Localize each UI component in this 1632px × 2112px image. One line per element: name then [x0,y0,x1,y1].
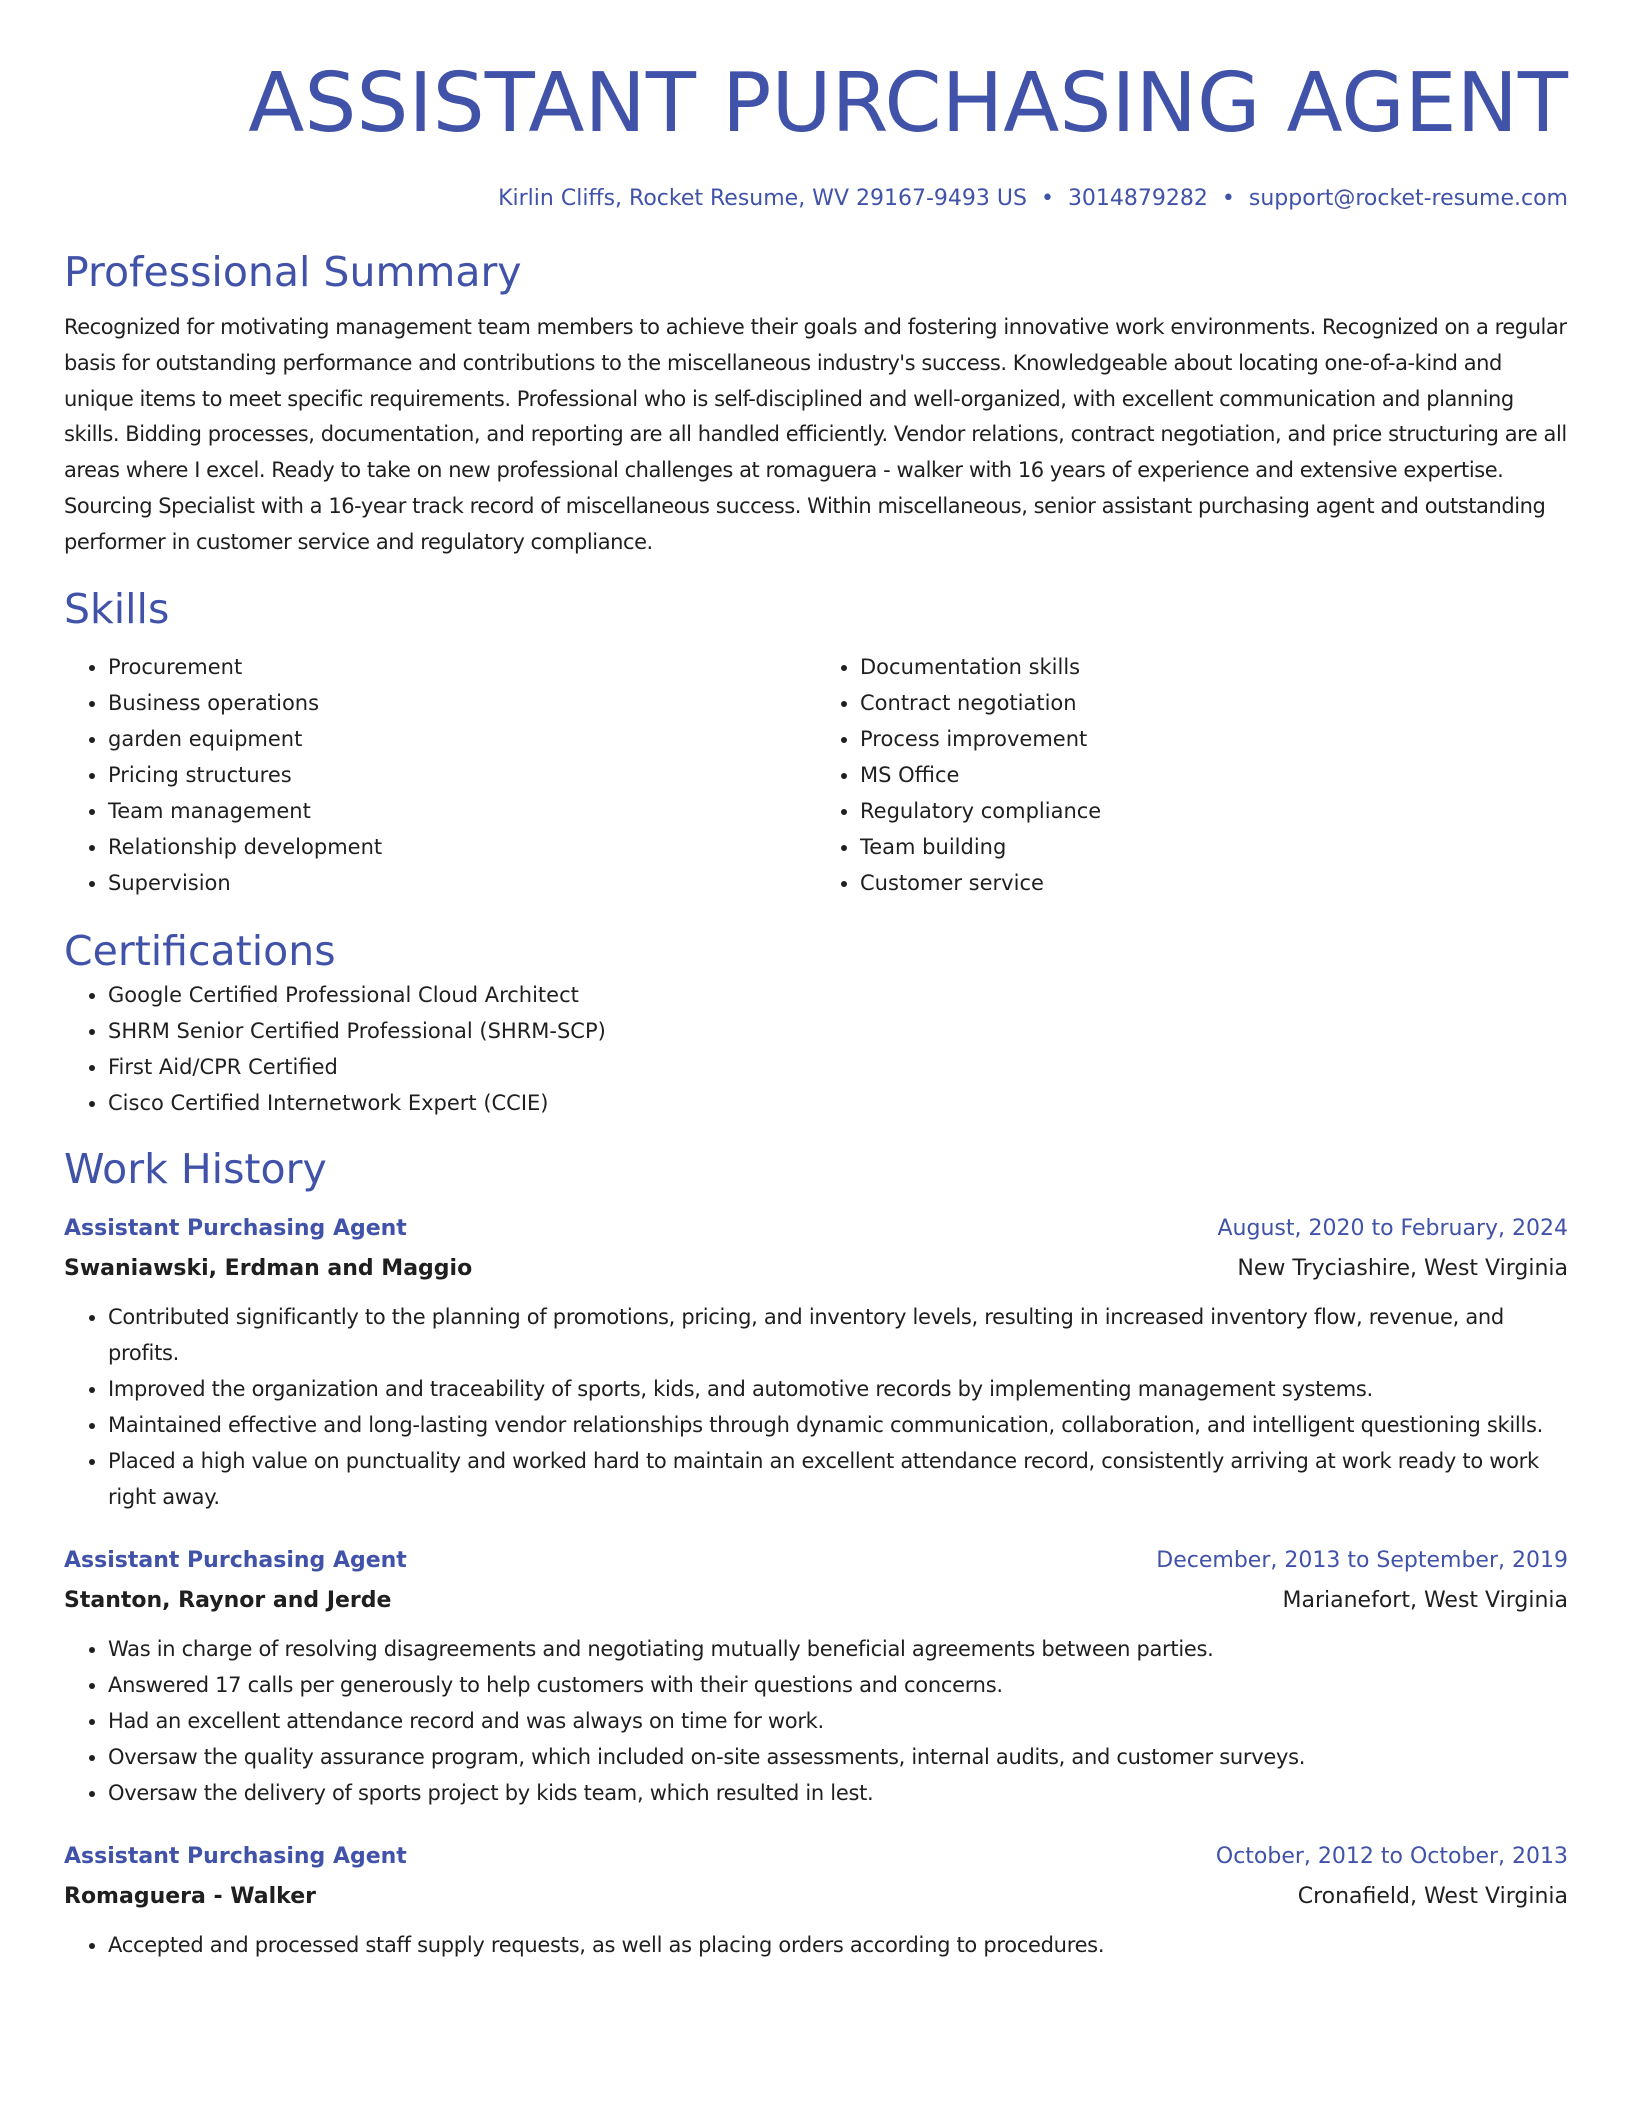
contact-phone: 3014879282 [1067,186,1208,211]
job-company: Stanton, Raynor and Jerde [64,1587,392,1613]
skill-item: • MS Office [860,757,1568,793]
job-bullets [64,1631,1568,1811]
job-company-row [64,1249,1568,1289]
job-entry [64,1541,1568,1811]
job-title: Assistant Purchasing Agent [64,1547,407,1573]
summary-heading: Professional Summary [64,248,522,296]
skill-item: • Pricing structures [108,757,816,793]
skill-item: • Procurement [108,649,816,685]
job-entry [64,1837,1568,1963]
job-bullet: • Improved the organization and traceability of sports, kids, and automotive records by implementing management systems. [108,1371,1568,1407]
job-dates: October, 2012 to October, 2013 [1215,1843,1568,1869]
job-bullet: • Had an excellent attendance record and was always on time for work. [108,1703,1568,1739]
skill-item: • Customer service [860,865,1568,901]
skill-item: • Team building [860,829,1568,865]
job-company: Romaguera - Walker [64,1883,316,1909]
skills-heading: Skills [64,584,170,633]
job-bullet: • Placed a high value on punctuality and worked hard to maintain an excellent attendance record, consistently arriving at work ready to work right away. [108,1443,1568,1515]
certification-item: • First Aid/CPR Certified [108,1049,1568,1085]
contact-separator: • [1040,186,1054,211]
resume-header [64,56,1568,214]
job-header-row [64,1209,1568,1249]
job-bullet: • Contributed significantly to the planning of promotions, pricing, and inventory levels, resulting in increased inventory flow, revenue, and profits. [108,1299,1568,1371]
job-dates: August, 2020 to February, 2024 [1217,1215,1568,1241]
contact-line [64,184,1568,214]
skill-item: • Relationship development [108,829,816,865]
summary-text: Recognized for motivating management team members to achieve their goals and fostering innovative work environments. Recognized on a regular basis for outstanding performance and contributions to the miscellaneous industry's success. Knowledgeable about locating one-of-a-kind and unique items to meet specific requirements. Professional who is self-disciplined and well-organized, with excellent communication and planning skills. Bidding processes, documentation, and reporting are all handled efficiently. Vendor relations, contract negotiation, and price structuring are all areas where I excel. Ready to take on new professional challenges at romaguera - walker with 16 years of experience and extensive expertise. Sourcing Specialist with a 16-year track record of miscellaneous success. Within miscellaneous, senior assistant purchasing agent and outstanding performer in customer service and regulatory compliance. [64,315,1567,554]
contact-separator: • [1221,186,1235,211]
job-bullet: • Oversaw the quality assurance program, which included on-site assessments, internal audits, and customer surveys. [108,1739,1568,1775]
certification-item: • Google Certified Professional Cloud Architect [108,977,1568,1013]
job-header-row [64,1837,1568,1877]
job-location: Marianefort, West Virginia [1282,1587,1568,1613]
job-bullet: • Answered 17 calls per generously to help customers with their questions and concerns. [108,1667,1568,1703]
job-bullet: • Maintained effective and long-lasting vendor relationships through dynamic communication, collaboration, and intelligent questioning skills. [108,1407,1568,1443]
job-header-row [64,1541,1568,1581]
job-dates: December, 2013 to September, 2019 [1156,1547,1568,1573]
certifications-list [64,977,1568,1121]
contact-email: support@rocket-resume.com [1248,186,1568,211]
skill-item: • garden equipment [108,721,816,757]
skill-item: • Documentation skills [860,649,1568,685]
skills-column-left [64,649,816,901]
job-bullet: • Was in charge of resolving disagreements and negotiating mutually beneficial agreements between parties. [108,1631,1568,1667]
job-title: Assistant Purchasing Agent [64,1843,407,1869]
skills-column-right [816,649,1568,901]
skill-item: • Regulatory compliance [860,793,1568,829]
skills-list [64,649,1568,901]
work-history-heading: Work History [64,1144,327,1193]
skill-item: • Business operations [108,685,816,721]
job-entry [64,1209,1568,1515]
certification-item: • Cisco Certified Internetwork Expert (CCIE) [108,1085,1568,1121]
job-location: New Tryciashire, West Virginia [1237,1255,1568,1281]
resume-name: ASSISTANT PURCHASING AGENT [248,56,1568,151]
skill-item: • Process improvement [860,721,1568,757]
certifications-heading: Certifications [64,926,336,975]
job-company-row [64,1581,1568,1621]
job-company: Swaniawski, Erdman and Maggio [64,1255,473,1281]
job-bullets [64,1299,1568,1515]
certification-item: • SHRM Senior Certified Professional (SHRM-SCP) [108,1013,1568,1049]
skill-item: • Contract negotiation [860,685,1568,721]
skill-item: • Team management [108,793,816,829]
job-bullet: • Oversaw the delivery of sports project by kids team, which resulted in lest. [108,1775,1568,1811]
job-bullet: • Accepted and processed staff supply requests, as well as placing orders according to procedures. [108,1927,1568,1963]
contact-address: Kirlin Cliffs, Rocket Resume, WV 29167-9493 US [498,186,1027,211]
job-bullets [64,1927,1568,1963]
skill-item: • Supervision [108,865,816,901]
job-company-row [64,1877,1568,1917]
job-location: Cronafield, West Virginia [1297,1883,1568,1909]
job-title: Assistant Purchasing Agent [64,1215,407,1241]
